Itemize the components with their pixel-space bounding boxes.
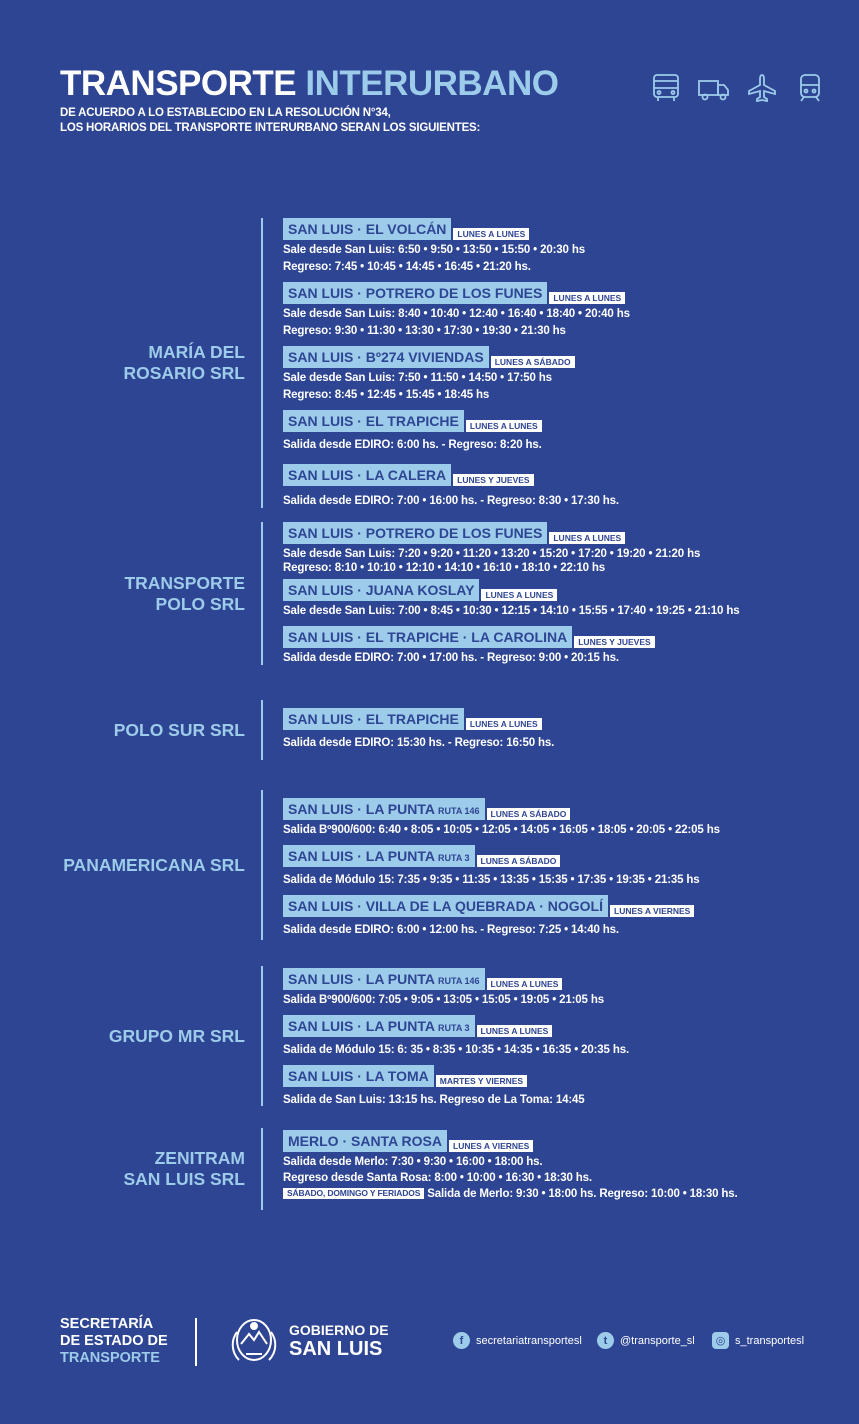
schedule-line: Salida Bº900/600: 6:40 • 8:05 • 10:05 • 12:05 • 14:05 • 16:05 • 18:05 • 20:05 • 22:05 hs: [283, 824, 720, 836]
schedule-line: Sale desde San Luis: 7:50 • 11:50 • 14:50 • 17:50 hs: [283, 372, 552, 384]
title-part1: TRANSPORTE: [60, 64, 297, 103]
route-days: LUNES A LUNES: [477, 1025, 553, 1037]
schedule-line: Salida desde EDIRO: 7:00 • 17:00 hs. - Regreso: 9:00 • 20:15 hs.: [283, 652, 619, 664]
divider-line: [261, 700, 263, 760]
footer: [60, 1316, 810, 1372]
route-days: LUNES A LUNES: [487, 978, 563, 990]
gob-line2: SAN LUIS: [289, 1338, 383, 1360]
instagram-handle: s_transportesl: [735, 1334, 805, 1347]
route-list: [283, 1128, 738, 1210]
schedule-line: Sale desde San Luis: 7:00 • 8:45 • 10:30 • 12:15 • 14:10 • 15:55 • 17:40 • 19:25 • 21:10 hs: [283, 605, 740, 617]
route-days: LUNES A VIERNES: [449, 1140, 533, 1152]
weekend-schedule: Salida de Merlo: 9:30 • 18:00 hs. Regreso: 10:00 • 18:30 hs.: [427, 1188, 738, 1200]
route-name: MERLO · SANTA ROSA: [283, 1130, 447, 1152]
route-days: LUNES A LUNES: [466, 718, 542, 730]
route-days: LUNES A LUNES: [453, 228, 529, 240]
company-name-line: POLO SRL: [155, 593, 245, 614]
schedule-line: Regreso: 9:30 • 11:30 • 13:30 • 17:30 • 19:30 • 21:30 hs: [283, 325, 566, 337]
route-name: SAN LUIS · JUANA KOSLAY: [283, 579, 479, 601]
schedule-line: Salida de Módulo 15: 7:35 • 9:35 • 11:35 • 13:35 • 15:35 • 17:35 • 19:35 • 21:35 hs: [283, 874, 700, 886]
twitter-handle: @transporte_sl: [620, 1334, 695, 1347]
route-name-text: SAN LUIS · LA PUNTA: [288, 971, 435, 987]
route-name: SAN LUIS · POTRERO DE LOS FUNES: [283, 522, 547, 544]
instagram-icon: ◎: [712, 1332, 729, 1349]
route-days: LUNES A SÁBADO: [491, 356, 575, 368]
route-item: [283, 626, 739, 665]
weekend-tag: SÁBADO, DOMINGO Y FERIADOS: [283, 1188, 424, 1199]
route-days: LUNES A LUNES: [481, 589, 557, 601]
schedule-line: Salida desde EDIRO: 6:00 • 12:00 hs. - Regreso: 7:25 • 14:40 hs.: [283, 924, 619, 936]
route-name: SAN LUIS · EL VOLCÁN: [283, 218, 451, 240]
sec-line1: SECRETARÍA: [60, 1316, 154, 1332]
schedule-line: Salida desde EDIRO: 6:00 hs. - Regreso: 8:20 hs.: [283, 439, 542, 451]
company-block: [20, 522, 739, 665]
company-block: [20, 700, 554, 760]
title-part2: INTERURBANO: [305, 64, 559, 103]
truck-icon: [698, 73, 730, 103]
divider-line: [261, 522, 263, 665]
route-item: [283, 798, 720, 837]
schedule-line: Salida desde Merlo: 7:30 • 9:30 • 16:00 • 18:00 hs.: [283, 1156, 543, 1168]
route-item: [283, 968, 629, 1007]
social-facebook[interactable]: [453, 1332, 582, 1349]
footer-divider: [195, 1318, 197, 1366]
company-name: [20, 522, 245, 665]
route-name: SAN LUIS · EL TRAPICHE: [283, 410, 464, 432]
schedule-line: Salida de Módulo 15: 6: 35 • 8:35 • 10:35 • 14:35 • 16:35 • 20:35 hs.: [283, 1044, 629, 1056]
route-name: SAN LUIS · LA TOMA: [283, 1065, 434, 1087]
route-list: [283, 700, 554, 760]
company-name: [20, 790, 245, 940]
facebook-icon: f: [453, 1332, 470, 1349]
route-name: [283, 845, 475, 867]
route-list: [283, 966, 629, 1106]
divider-line: [261, 790, 263, 940]
divider-line: [261, 218, 263, 508]
company-block: [20, 1128, 738, 1210]
company-block: [20, 218, 630, 508]
company-name-line: PANAMERICANA SRL: [63, 854, 245, 875]
route-item: [283, 346, 630, 402]
schedule-line: Regreso: 8:45 • 12:45 • 15:45 • 18:45 hs: [283, 389, 490, 401]
route-name-text: SAN LUIS · LA PUNTA: [288, 801, 435, 817]
route-days: LUNES A LUNES: [549, 532, 625, 544]
company-block: [20, 790, 720, 940]
schedule-line: Salida de San Luis: 13:15 hs. Regreso de La Toma: 14:45: [283, 1094, 585, 1106]
company-name: [20, 700, 245, 760]
route-list: [283, 790, 720, 940]
schedule-line: [283, 1187, 738, 1201]
route-name: SAN LUIS · LA CALERA: [283, 464, 451, 486]
transport-icons: [650, 73, 826, 103]
schedule-line: Salida desde EDIRO: 15:30 hs. - Regreso: 16:50 hs.: [283, 737, 555, 749]
schedule-line: Salida desde EDIRO: 7:00 • 16:00 hs. - Regreso: 8:30 • 17:30 hs.: [283, 495, 619, 507]
schedule-line: Regreso: 8:10 • 10:10 • 12:10 • 14:10 • 16:10 • 18:10 • 22:10 hs: [283, 562, 606, 574]
route-item: [283, 464, 630, 508]
company-name-line: ROSARIO SRL: [123, 363, 245, 383]
route-name: [283, 798, 485, 820]
route-days: LUNES A VIERNES: [610, 905, 694, 917]
company-name-line: GRUPO MR SRL: [108, 1025, 245, 1046]
route-ruta: RUTA 3: [438, 853, 470, 863]
route-name: SAN LUIS · EL TRAPICHE · LA CAROLINA: [283, 626, 572, 648]
company-name: [20, 966, 245, 1106]
schedule-line: Sale desde San Luis: 8:40 • 10:40 • 12:40 • 16:40 • 18:40 • 20:40 hs: [283, 308, 630, 320]
route-ruta: RUTA 3: [438, 1023, 470, 1033]
route-days: LUNES Y JUEVES: [574, 636, 654, 648]
airplane-icon: [746, 73, 778, 103]
route-days: LUNES A SÁBADO: [487, 808, 571, 820]
schedule-line: Sale desde San Luis: 6:50 • 9:50 • 13:50 • 15:50 • 20:30 hs: [283, 244, 585, 256]
company-name: [20, 218, 245, 508]
route-name: SAN LUIS · Bº274 VIVIENDAS: [283, 346, 489, 368]
gob-line1: GOBIERNO DE: [289, 1322, 389, 1338]
route-item: [283, 708, 554, 750]
route-item: [283, 218, 630, 274]
route-item: [283, 579, 739, 618]
schedule-line: Regreso desde Santa Rosa: 8:00 • 10:00 • 16:30 • 18:30 hs.: [283, 1172, 592, 1184]
route-ruta: RUTA 146: [438, 976, 480, 986]
social-instagram[interactable]: [712, 1332, 804, 1349]
route-item: [283, 282, 630, 338]
page-title: [60, 66, 558, 102]
subtitle-line1: DE ACUERDO A LO ESTABLECIDO EN LA RESOLUCIÓN N°34,: [60, 107, 391, 119]
company-name: [20, 1128, 245, 1210]
company-name-line: POLO SUR SRL: [113, 719, 245, 740]
company-name-line: MARÍA DEL: [148, 342, 245, 362]
route-days: LUNES A LUNES: [466, 420, 542, 432]
secretaria-logo: [60, 1316, 168, 1367]
divider-line: [261, 966, 263, 1106]
facebook-handle: secretariatransportesl: [476, 1334, 582, 1347]
gobierno-logo: [289, 1322, 389, 1360]
route-item: [283, 845, 720, 887]
sec-line3: TRANSPORTE: [60, 1350, 160, 1366]
train-icon: [794, 73, 826, 103]
company-block: [20, 966, 629, 1106]
route-ruta: RUTA 146: [438, 806, 480, 816]
schedule-line: Sale desde San Luis: 7:20 • 9:20 • 11:20 • 13:20 • 15:20 • 17:20 • 19:20 • 21:20 hs: [283, 548, 701, 560]
route-item: [283, 1015, 629, 1057]
sec-line2: DE ESTADO DE: [60, 1333, 168, 1349]
route-name: [283, 1015, 475, 1037]
route-days: LUNES A LUNES: [549, 292, 625, 304]
bus-icon: [650, 73, 682, 103]
route-name: SAN LUIS · POTRERO DE LOS FUNES: [283, 282, 547, 304]
company-name-line: SAN LUIS SRL: [123, 1169, 245, 1189]
route-item: [283, 410, 630, 452]
route-days: MARTES Y VIERNES: [436, 1075, 527, 1087]
route-days: LUNES Y JUEVES: [453, 474, 533, 486]
subtitle-line2: LOS HORARIOS DEL TRANSPORTE INTERURBANO SERAN LOS SIGUIENTES:: [60, 122, 481, 134]
divider-line: [261, 1128, 263, 1210]
header: [60, 66, 558, 136]
company-name-line: TRANSPORTE: [124, 572, 245, 593]
social-twitter[interactable]: [597, 1332, 695, 1349]
schedule-line: Regreso: 7:45 • 10:45 • 14:45 • 16:45 • 21:20 hs.: [283, 261, 531, 273]
schedule-line: Salida Bº900/600: 7:05 • 9:05 • 13:05 • 15:05 • 19:05 • 21:05 hs: [283, 994, 604, 1006]
route-list: [283, 522, 739, 665]
route-item: [283, 1130, 738, 1201]
twitter-icon: t: [597, 1332, 614, 1349]
san-luis-seal-icon: [228, 1314, 280, 1366]
route-name: SAN LUIS · VILLA DE LA QUEBRADA · NOGOLÍ: [283, 895, 608, 917]
company-name-line: ZENITRAM: [154, 1148, 245, 1168]
route-name: [283, 968, 485, 990]
route-days: LUNES A SÁBADO: [477, 855, 561, 867]
subtitle: [60, 106, 558, 136]
route-item: [283, 522, 739, 575]
route-item: [283, 1065, 629, 1107]
route-list: [283, 218, 630, 508]
route-name-text: SAN LUIS · LA PUNTA: [288, 848, 435, 864]
route-name: SAN LUIS · EL TRAPICHE: [283, 708, 464, 730]
route-name-text: SAN LUIS · LA PUNTA: [288, 1018, 435, 1034]
route-item: [283, 895, 720, 937]
